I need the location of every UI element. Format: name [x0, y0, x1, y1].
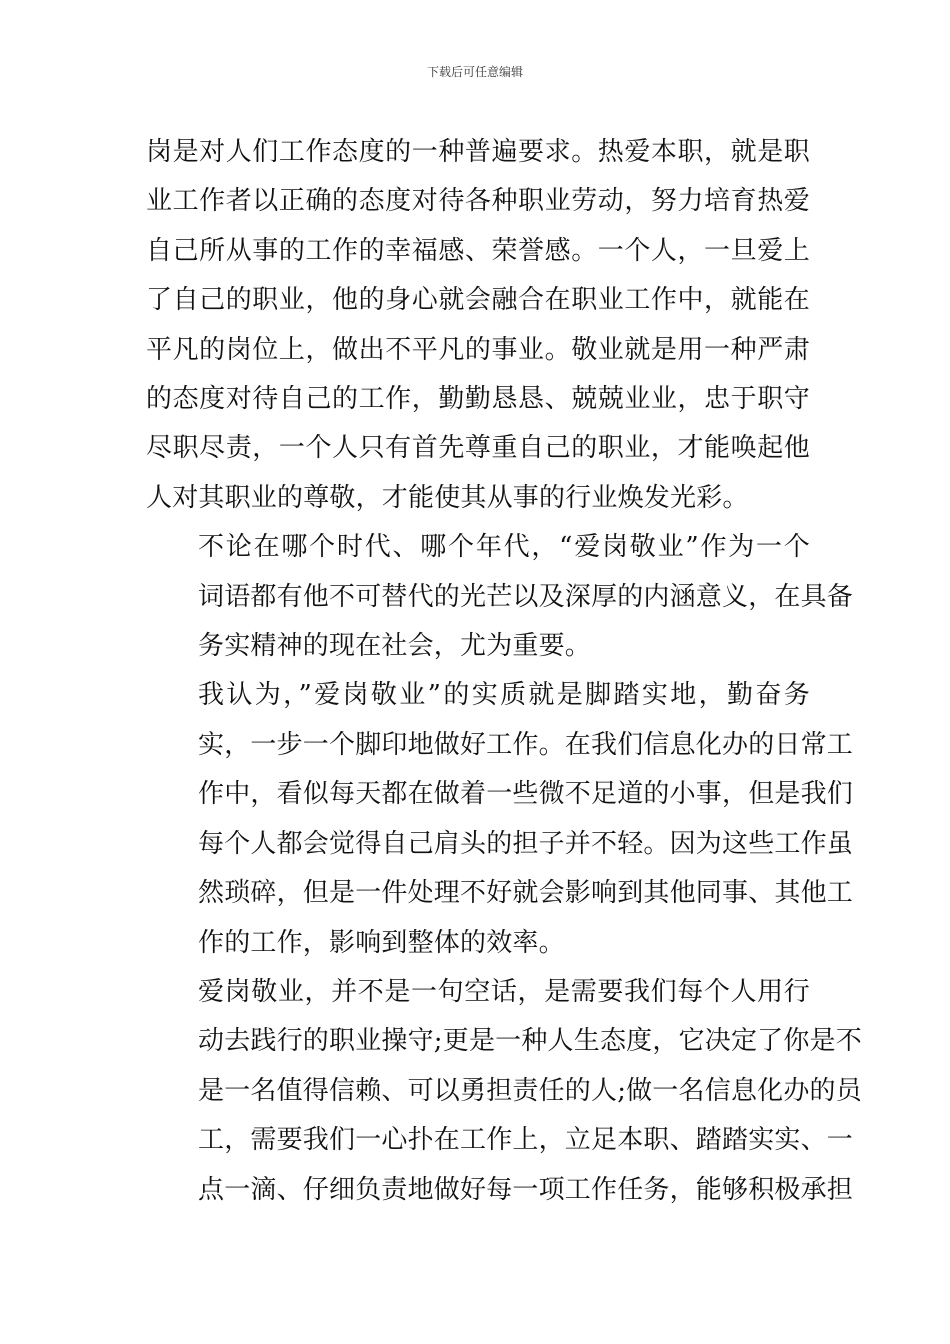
text-line: 自己所从事的工作的幸福感、荣誉感。一个人，一旦爱上	[146, 235, 810, 266]
text-line: 动去践行的职业操守;更是一种人生态度，它决定了你是不	[198, 1026, 862, 1057]
text-line: 是一名值得信赖、可以勇担责任的人;做一名信息化办的员	[198, 1075, 862, 1106]
text-line: 词语都有他不可替代的光芒以及深厚的内涵意义，在具备	[198, 581, 854, 612]
text-line: 工，需要我们一心扑在工作上，立足本职、踏踏实实、一	[198, 1125, 854, 1156]
text-line: 尽职尽责，一个人只有首先尊重自己的职业，才能唤起他	[146, 433, 810, 464]
text-line: 岗是对人们工作态度的一种普遍要求。热爱本职，就是职	[146, 137, 810, 167]
text-line: 作中，看似每天都在做着一些微不足道的小事，但是我们	[198, 779, 854, 810]
text-line: 然琐碎，但是一件处理不好就会影响到其他同事、其他工	[198, 878, 854, 909]
text-line: 务实精神的现在社会，尤为重要。	[198, 631, 592, 662]
document-body	[146, 128, 862, 1215]
text-line: 了自己的职业，他的身心就会融合在职业工作中，就能在	[146, 285, 810, 316]
text-line: 的态度对待自己的工作，勤勤恳恳、兢兢业业，忠于职守	[146, 384, 810, 415]
text-line: 实，一步一个脚印地做好工作。在我们信息化办的日常工	[198, 729, 854, 760]
text-line: 平凡的岗位上，做出不平凡的事业。敬业就是用一种严肃	[146, 334, 810, 365]
paragraph-1	[146, 128, 810, 523]
text-line: 每个人都会觉得自己肩头的担子并不轻。因为这些工作虽	[198, 828, 854, 859]
text-line: 人对其职业的尊敬，才能使其从事的行业焕发光彩。	[146, 482, 749, 513]
text-line: 爱岗敬业，并不是一句空话，是需要我们每个人用行	[198, 976, 810, 1007]
paragraph-2	[146, 523, 854, 671]
text-line: 不论在哪个时代、哪个年代，“爱岗敬业”作为一个	[198, 532, 810, 563]
paragraph-3	[146, 671, 854, 967]
text-line: 作的工作，影响到整体的效率。	[198, 927, 565, 958]
page-header: 下载后可任意编辑	[426, 65, 523, 79]
text-line: 业工作者以正确的态度对待各种职业劳动，努力培育热爱	[146, 186, 810, 217]
text-line: 我认为，”爱岗敬业”的实质就是脚踏实地，勤奋务	[198, 680, 810, 711]
paragraph-4	[146, 968, 862, 1215]
text-line: 点一滴、仔细负责地做好每一项工作任务，能够积极承担	[198, 1174, 854, 1205]
